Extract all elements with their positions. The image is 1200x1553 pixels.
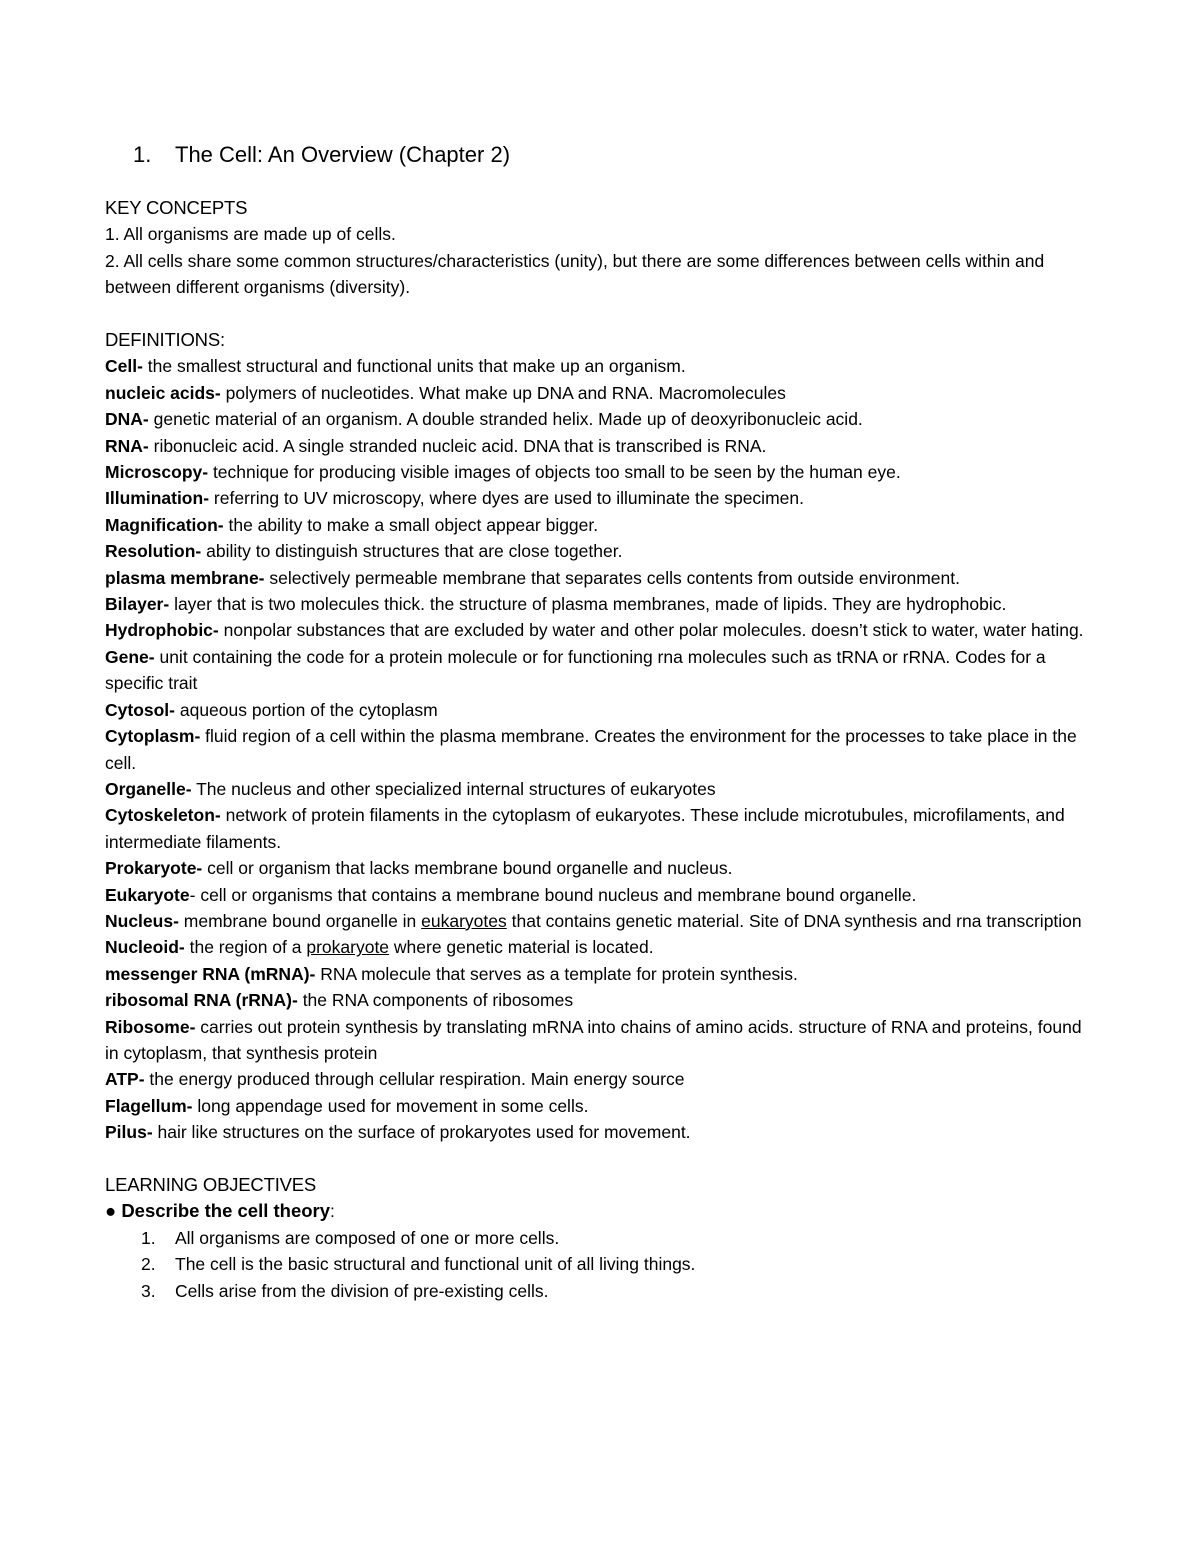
- definitions-section: [105, 327, 1100, 1146]
- definition-text: fluid region of a cell within the plasma membrane. Creates the environment for the processes to take place in the cell.: [105, 726, 1077, 773]
- definition-item: [105, 987, 1100, 1013]
- definition-term: DNA-: [105, 409, 149, 430]
- definition-text: cell or organism that lacks membrane bound organelle and nucleus.: [202, 858, 733, 879]
- definition-term: Eukaryote: [105, 884, 190, 905]
- definition-item: [105, 776, 1100, 802]
- definition-term: Nucleoid-: [105, 937, 185, 958]
- definition-item: [105, 1014, 1100, 1067]
- definition-text: ribonucleic acid. A single stranded nucleic acid. DNA that is transcribed is RNA.: [148, 435, 767, 456]
- definition-item: [105, 485, 1100, 511]
- bullet-colon: :: [330, 1201, 335, 1222]
- definition-text: nonpolar substances that are excluded by water and other polar molecules. doesn’t stick to water, water hating.: [218, 620, 1084, 641]
- bullet-label: ● Describe the cell theory: [105, 1200, 331, 1222]
- definition-term: Organelle-: [105, 778, 192, 799]
- definition-text: The nucleus and other specialized internal structures of eukaryotes: [191, 778, 716, 799]
- key-concepts-heading: KEY CONCEPTS: [105, 197, 248, 218]
- definition-text: the energy produced through cellular respiration. Main energy source: [144, 1069, 685, 1090]
- definition-term: plasma membrane-: [105, 567, 265, 588]
- definition-item: [105, 934, 1100, 960]
- definition-underlined-word: eukaryotes: [421, 910, 507, 931]
- list-item: [105, 1278, 1100, 1304]
- definition-term: ATP-: [105, 1069, 145, 1090]
- definition-text: network of protein filaments in the cytoplasm of eukaryotes. These include microtubules, microfilaments, and intermediate filaments.: [105, 805, 1065, 852]
- definition-term: Gene-: [105, 646, 155, 667]
- definition-term: Cell-: [105, 356, 143, 377]
- definition-term: Microscopy-: [105, 462, 209, 483]
- key-concept-item: 2. All cells share some common structures/characteristics (unity), but there are some differences between cells within and between different organisms (diversity).: [105, 250, 1045, 298]
- definition-item: [105, 1093, 1100, 1119]
- definition-text: layer that is two molecules thick. the structure of plasma membranes, made of lipids. They are hydrophobic.: [169, 594, 1007, 615]
- definition-text: aqueous portion of the cytoplasm: [175, 699, 438, 720]
- definition-term: Ribosome-: [105, 1016, 196, 1037]
- definition-term: Nucleus-: [105, 910, 179, 931]
- definitions-list: [105, 353, 1100, 1145]
- definition-underlined-word: prokaryote: [306, 937, 390, 958]
- definition-text: ability to distinguish structures that are close together.: [201, 541, 623, 562]
- definition-term: messenger RNA (mRNA)-: [105, 963, 316, 984]
- title-number: 1.: [133, 142, 152, 167]
- definition-term: Flagellum-: [105, 1095, 193, 1116]
- definition-item: [105, 459, 1100, 485]
- definition-item: [105, 961, 1100, 987]
- list-item-number: 1.: [141, 1227, 156, 1248]
- definition-text: referring to UV microscopy, where dyes are used to illuminate the specimen.: [209, 488, 804, 509]
- definition-item: [105, 908, 1100, 934]
- definition-term: Cytoplasm-: [105, 726, 201, 747]
- definition-item: [105, 644, 1100, 697]
- list-item-text: Cells arise from the division of pre-existing cells.: [175, 1280, 549, 1301]
- definition-text: hair like structures on the surface of prokaryotes used for movement.: [152, 1122, 691, 1143]
- definition-text: genetic material of an organism. A double stranded helix. Made up of deoxyribonucleic acid.: [148, 409, 863, 430]
- key-concepts-section: [105, 195, 1100, 301]
- definition-item: [105, 591, 1100, 617]
- definition-text: the RNA components of ribosomes: [297, 990, 574, 1011]
- definition-item: [105, 882, 1100, 908]
- list-item-text: All organisms are composed of one or more cells.: [175, 1227, 560, 1248]
- definition-item: [105, 617, 1100, 643]
- definition-term: Cytoskeleton-: [105, 805, 221, 826]
- definition-text: membrane bound organelle in: [178, 910, 422, 931]
- page-title: [105, 140, 1100, 170]
- cell-theory-list: [105, 1225, 1100, 1304]
- definition-text: polymers of nucleotides. What make up DNA and RNA. Macromolecules: [220, 382, 786, 403]
- list-item-number: 2.: [141, 1254, 156, 1275]
- definition-item: [105, 565, 1100, 591]
- definition-term: Prokaryote-: [105, 858, 203, 879]
- list-item: [105, 1225, 1100, 1251]
- definition-term: Illumination-: [105, 488, 210, 509]
- definition-term: RNA-: [105, 435, 149, 456]
- definition-item: [105, 802, 1100, 855]
- definition-text: - cell or organisms that contains a membrane bound nucleus and membrane bound organelle.: [189, 884, 917, 905]
- definition-item: [105, 538, 1100, 564]
- definition-item: [105, 353, 1100, 379]
- bullet-heading: [105, 1198, 1100, 1224]
- definition-text: selectively permeable membrane that separates cells contents from outside environment.: [264, 567, 960, 588]
- definition-item: [105, 1066, 1100, 1092]
- definition-text: that contains genetic material. Site of DNA synthesis and rna transcription: [506, 910, 1082, 931]
- learning-objectives-section: [105, 1172, 1100, 1304]
- definition-term: nucleic acids-: [105, 382, 221, 403]
- learning-objectives-heading: LEARNING OBJECTIVES: [105, 1174, 317, 1195]
- definition-item: [105, 855, 1100, 881]
- definition-item: [105, 697, 1100, 723]
- definition-item: [105, 433, 1100, 459]
- definition-text: long appendage used for movement in some cells.: [192, 1095, 589, 1116]
- spacer: [105, 301, 1100, 327]
- definition-text: RNA molecule that serves as a template for protein synthesis.: [315, 963, 798, 984]
- definition-term: Resolution-: [105, 541, 202, 562]
- definition-term: Magnification-: [105, 514, 224, 535]
- definition-term: ribosomal RNA (rRNA)-: [105, 990, 298, 1011]
- spacer: [105, 1146, 1100, 1172]
- definition-item: [105, 380, 1100, 406]
- definition-text: carries out protein synthesis by translating mRNA into chains of amino acids. structure of RNA and proteins, found in cytoplasm, that synthesis protein: [105, 1016, 1082, 1063]
- definition-item: [105, 512, 1100, 538]
- definition-item: [105, 1119, 1100, 1145]
- key-concept-item: 1. All organisms are made up of cells.: [105, 224, 396, 245]
- definition-item: [105, 406, 1100, 432]
- list-item-text: The cell is the basic structural and functional unit of all living things.: [175, 1254, 696, 1275]
- definition-term: Pilus-: [105, 1122, 153, 1143]
- definition-text: where genetic material is located.: [389, 937, 654, 958]
- definition-term: Cytosol-: [105, 699, 175, 720]
- definitions-heading: DEFINITIONS:: [105, 329, 225, 351]
- definition-term: Bilayer-: [105, 594, 170, 615]
- definition-text: the region of a: [184, 937, 307, 958]
- list-item: [105, 1251, 1100, 1277]
- definition-term: Hydrophobic-: [105, 620, 219, 641]
- definition-text: unit containing the code for a protein molecule or for functioning rna molecules such as tRNA or rRNA. Codes for a specific trait: [105, 646, 1046, 694]
- definition-item: [105, 723, 1100, 776]
- definition-text: technique for producing visible images of objects too small to be seen by the human eye.: [208, 462, 901, 483]
- definition-text: the ability to make a small object appear bigger.: [223, 514, 599, 535]
- list-item-number: 3.: [141, 1280, 156, 1301]
- definition-text: the smallest structural and functional units that make up an organism.: [142, 356, 686, 377]
- title-text: The Cell: An Overview (Chapter 2): [175, 142, 511, 167]
- document-page: [105, 140, 1100, 1304]
